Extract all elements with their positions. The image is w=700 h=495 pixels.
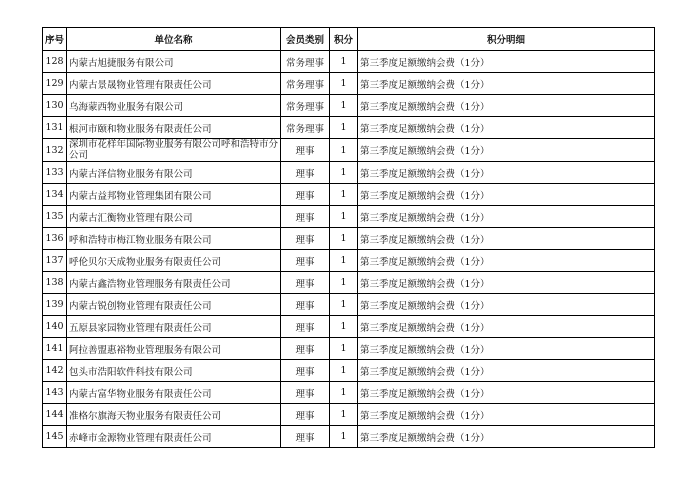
cell-name: 深圳市花样年国际物业服务有限公司呼和浩特市分公司: [67, 139, 281, 162]
table-row: [43, 162, 655, 184]
cell-no: 139: [43, 294, 67, 316]
table-row: [43, 382, 655, 404]
cell-name: 内蒙古益邦物业管理集团有限公司: [67, 184, 281, 206]
cell-detail: 第三季度足额缴纳会费（1分）: [358, 294, 655, 316]
cell-name: 呼伦贝尔天成物业服务有限责任公司: [67, 250, 281, 272]
cell-type: 理事: [281, 272, 330, 294]
cell-no: 132: [43, 139, 67, 162]
cell-detail: 第三季度足额缴纳会费（1分）: [358, 162, 655, 184]
cell-name: 内蒙古锐创物业管理有限责任公司: [67, 294, 281, 316]
cell-no: 137: [43, 250, 67, 272]
cell-detail: 第三季度足额缴纳会费（1分）: [358, 382, 655, 404]
table-row: [43, 272, 655, 294]
cell-detail: 第三季度足额缴纳会费（1分）: [358, 228, 655, 250]
cell-type: 理事: [281, 404, 330, 426]
table-row: [43, 250, 655, 272]
cell-type: 理事: [281, 316, 330, 338]
table-row: [43, 139, 655, 162]
score-table: [42, 27, 655, 448]
cell-score: 1: [330, 294, 358, 316]
cell-score: 1: [330, 95, 358, 117]
cell-score: 1: [330, 272, 358, 294]
cell-no: 131: [43, 117, 67, 139]
table-row: [43, 117, 655, 139]
cell-score: 1: [330, 184, 358, 206]
cell-score: 1: [330, 316, 358, 338]
cell-detail: 第三季度足额缴纳会费（1分）: [358, 316, 655, 338]
cell-type: 理事: [281, 162, 330, 184]
cell-detail: 第三季度足额缴纳会费（1分）: [358, 117, 655, 139]
cell-detail: 第三季度足额缴纳会费（1分）: [358, 73, 655, 95]
cell-name: 阿拉善盟惠裕物业管理服务有限公司: [67, 338, 281, 360]
table-row: [43, 404, 655, 426]
cell-detail: 第三季度足额缴纳会费（1分）: [358, 404, 655, 426]
cell-detail: 第三季度足额缴纳会费（1分）: [358, 184, 655, 206]
cell-name: 乌海蒙西物业服务有限公司: [67, 95, 281, 117]
cell-score: 1: [330, 206, 358, 228]
cell-no: 129: [43, 73, 67, 95]
cell-type: 理事: [281, 382, 330, 404]
cell-name: 内蒙古旭捷服务有限公司: [67, 51, 281, 73]
cell-name: 内蒙古景晟物业管理有限责任公司: [67, 73, 281, 95]
cell-score: 1: [330, 426, 358, 448]
cell-score: 1: [330, 404, 358, 426]
cell-name: 内蒙古鑫浩物业管理服务有限责任公司: [67, 272, 281, 294]
cell-score: 1: [330, 117, 358, 139]
header-row: [43, 28, 655, 51]
cell-no: 128: [43, 51, 67, 73]
cell-detail: 第三季度足额缴纳会费（1分）: [358, 51, 655, 73]
cell-type: 理事: [281, 426, 330, 448]
cell-type: 理事: [281, 338, 330, 360]
cell-score: 1: [330, 228, 358, 250]
cell-no: 140: [43, 316, 67, 338]
cell-name: 根河市颐和物业服务有限责任公司: [67, 117, 281, 139]
header-type: 会员类别: [281, 28, 330, 51]
cell-type: 理事: [281, 294, 330, 316]
cell-no: 142: [43, 360, 67, 382]
cell-detail: 第三季度足额缴纳会费（1分）: [358, 272, 655, 294]
cell-no: 130: [43, 95, 67, 117]
cell-detail: 第三季度足额缴纳会费（1分）: [358, 338, 655, 360]
cell-detail: 第三季度足额缴纳会费（1分）: [358, 250, 655, 272]
cell-detail: 第三季度足额缴纳会费（1分）: [358, 95, 655, 117]
table-row: [43, 95, 655, 117]
table-row: [43, 426, 655, 448]
cell-score: 1: [330, 73, 358, 95]
cell-type: 理事: [281, 139, 330, 162]
cell-score: 1: [330, 162, 358, 184]
table-row: [43, 360, 655, 382]
cell-name: 包头市浩阳软件科技有限公司: [67, 360, 281, 382]
cell-score: 1: [330, 139, 358, 162]
table-row: [43, 228, 655, 250]
header-name: 单位名称: [67, 28, 281, 51]
table-row: [43, 51, 655, 73]
cell-detail: 第三季度足额缴纳会费（1分）: [358, 426, 655, 448]
cell-type: 理事: [281, 250, 330, 272]
header-detail: 积分明细: [358, 28, 655, 51]
cell-score: 1: [330, 250, 358, 272]
table-body: [43, 51, 655, 448]
header-no: 序号: [43, 28, 67, 51]
cell-type: 理事: [281, 360, 330, 382]
cell-type: 常务理事: [281, 117, 330, 139]
cell-score: 1: [330, 360, 358, 382]
cell-no: 145: [43, 426, 67, 448]
table-row: [43, 184, 655, 206]
cell-detail: 第三季度足额缴纳会费（1分）: [358, 360, 655, 382]
cell-name: 五原县家园物业管理有限责任公司: [67, 316, 281, 338]
table-row: [43, 73, 655, 95]
score-table-sheet: [42, 27, 655, 448]
cell-name: 内蒙古汇衡物业管理有限公司: [67, 206, 281, 228]
cell-name: 内蒙古泽信物业服务有限公司: [67, 162, 281, 184]
cell-no: 144: [43, 404, 67, 426]
cell-score: 1: [330, 382, 358, 404]
cell-name: 内蒙古富华物业服务有限责任公司: [67, 382, 281, 404]
table-row: [43, 294, 655, 316]
cell-detail: 第三季度足额缴纳会费（1分）: [358, 206, 655, 228]
cell-name: 呼和浩特市梅江物业服务有限公司: [67, 228, 281, 250]
cell-name: 准格尔旗海天物业服务有限责任公司: [67, 404, 281, 426]
cell-type: 常务理事: [281, 73, 330, 95]
header-score: 积分: [330, 28, 358, 51]
cell-no: 134: [43, 184, 67, 206]
cell-no: 135: [43, 206, 67, 228]
cell-no: 133: [43, 162, 67, 184]
cell-type: 理事: [281, 206, 330, 228]
cell-type: 理事: [281, 228, 330, 250]
table-row: [43, 316, 655, 338]
cell-name: 赤峰市金源物业管理有限责任公司: [67, 426, 281, 448]
cell-score: 1: [330, 338, 358, 360]
cell-no: 136: [43, 228, 67, 250]
cell-score: 1: [330, 51, 358, 73]
table-row: [43, 338, 655, 360]
cell-type: 常务理事: [281, 95, 330, 117]
cell-type: 理事: [281, 184, 330, 206]
table-row: [43, 206, 655, 228]
cell-no: 138: [43, 272, 67, 294]
cell-no: 143: [43, 382, 67, 404]
cell-detail: 第三季度足额缴纳会费（1分）: [358, 139, 655, 162]
cell-type: 常务理事: [281, 51, 330, 73]
cell-no: 141: [43, 338, 67, 360]
